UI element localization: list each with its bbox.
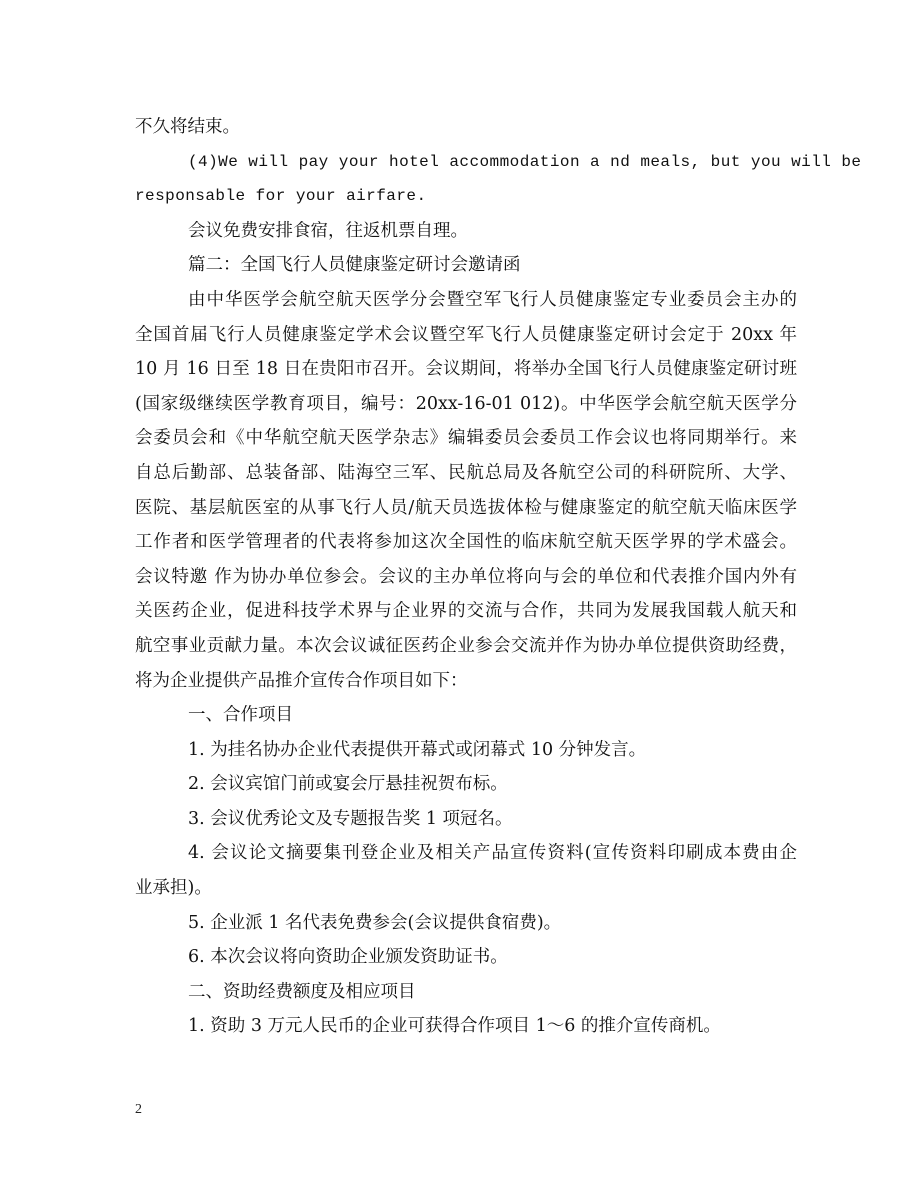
text-line xyxy=(135,387,797,422)
text-line-content: (国家级继续医学教育项目，编号：20xx-16-01 012)。中华医学会航空航天医学分 xyxy=(135,393,797,414)
text-line-content: 业承担)。 xyxy=(135,878,212,899)
text-line-content: 航空事业贡献力量。本次会议诚征医药企业参会交流并作为协办单位提供资助经费， xyxy=(135,635,797,656)
text-line-content: 二、资助经费额度及相应项目 xyxy=(188,981,416,1002)
text-line-content: 1. 资助 3 万元人民币的企业可获得合作项目 1～6 的推介宣传商机。 xyxy=(188,1016,721,1037)
text-line-content: 会委员会和《中华航空航天医学杂志》编辑委员会委员工作会议也将同期举行。来 xyxy=(135,428,797,449)
text-line xyxy=(135,248,797,283)
text-line-content: 5. 企业派 1 名代表免费参会(会议提供食宿费)。 xyxy=(188,912,562,933)
text-line xyxy=(135,629,797,664)
text-line-content: responsable for your airfare. xyxy=(135,187,427,206)
text-line xyxy=(135,110,797,145)
text-line-content: 6. 本次会议将向资助企业颁发资助证书。 xyxy=(188,947,508,968)
text-line xyxy=(135,733,797,768)
text-line-content: 会议免费安排食宿，往返机票自理。 xyxy=(188,220,468,241)
text-line xyxy=(135,940,797,975)
text-line xyxy=(135,906,797,941)
text-line xyxy=(135,179,797,214)
text-line-content: 将为企业提供产品推介宣传合作项目如下： xyxy=(135,670,468,691)
text-line xyxy=(135,1009,797,1044)
text-line xyxy=(135,283,797,318)
text-line-content: 医院、基层航医室的从事飞行人员/航天员选拔体检与健康鉴定的航空航天临床医学 xyxy=(135,497,797,518)
text-line-content: 2. 会议宾馆门前或宴会厅悬挂祝贺布标。 xyxy=(188,774,508,795)
text-line xyxy=(135,975,797,1010)
text-line xyxy=(135,456,797,491)
text-line xyxy=(135,664,797,699)
document-body xyxy=(135,110,862,1044)
text-line xyxy=(135,767,797,802)
text-line xyxy=(135,145,862,180)
text-line xyxy=(135,525,797,560)
text-line-content: 自总后勤部、总装备部、陆海空三军、民航总局及各航空公司的科研院所、大学、 xyxy=(135,462,797,483)
text-line-content: 3. 会议优秀论文及专题报告奖 1 项冠名。 xyxy=(188,808,513,829)
page-number: 2 xyxy=(135,1102,142,1117)
text-line xyxy=(135,871,797,906)
text-line-content: 不久将结束。 xyxy=(135,117,240,137)
text-line-content: 4. 会议论文摘要集刊登企业及相关产品宣传资料(宣传资料印刷成本费由企 xyxy=(188,843,797,864)
text-line xyxy=(135,560,797,595)
text-line-content: 一、合作项目 xyxy=(188,705,293,726)
text-line xyxy=(135,421,797,456)
text-line-content: 会议特邀 作为协办单位参会。会议的主办单位将向与会的单位和代表推介国内外有 xyxy=(135,566,797,587)
text-line-content: 由中华医学会航空航天医学分会暨空军飞行人员健康鉴定专业委员会主办的 xyxy=(188,289,797,310)
text-line-content: 全国首届飞行人员健康鉴定学术会议暨空军飞行人员健康鉴定研讨会定于 20xx 年 xyxy=(135,324,797,345)
text-line-content: 关医药企业，促进科技学术界与企业界的交流与合作，共同为发展我国载人航天和 xyxy=(135,601,797,622)
text-line xyxy=(135,491,797,526)
text-line-content: 10 月 16 日至 18 日在贵阳市召开。会议期间，将举办全国飞行人员健康鉴定研讨班 xyxy=(135,359,797,380)
text-line xyxy=(135,352,797,387)
text-line xyxy=(135,802,797,837)
text-line xyxy=(135,698,797,733)
text-line-content: 1. 为挂名协办企业代表提供开幕式或闭幕式 10 分钟发言。 xyxy=(188,739,647,760)
text-line xyxy=(135,594,797,629)
text-line xyxy=(135,836,797,871)
text-line xyxy=(135,214,797,249)
text-line xyxy=(135,318,797,353)
text-line-content: (4)We will pay your hotel accommodation a nd meals, but you will be xyxy=(188,152,862,171)
text-line-content: 篇二：全国飞行人员健康鉴定研讨会邀请函 xyxy=(188,255,521,276)
text-line-content: 工作者和医学管理者的代表将参加这次全国性的临床航空航天医学界的学术盛会。 xyxy=(135,532,797,553)
